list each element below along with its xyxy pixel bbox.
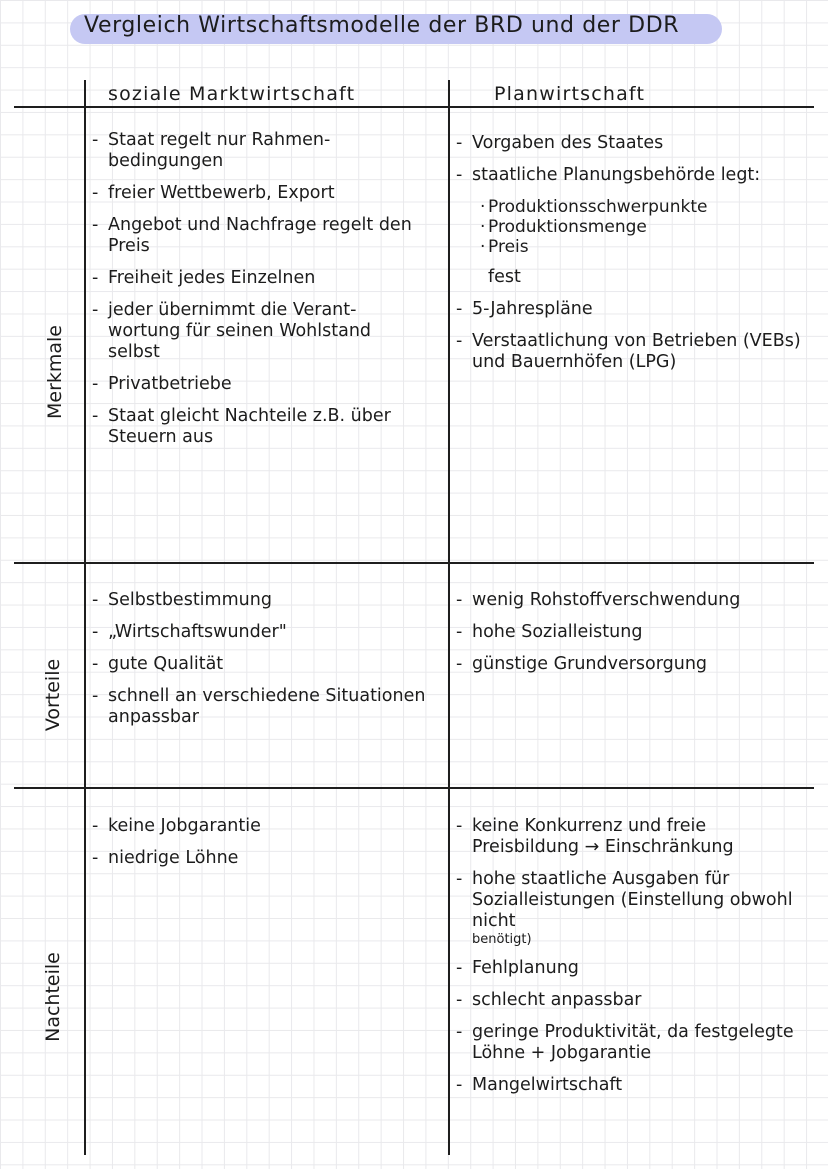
list-item: - Staat gleicht Nachteile z.B. über Steuern aus xyxy=(88,406,428,448)
list-item: - freier Wettbewerb, Export xyxy=(88,183,428,204)
list-item: - hohe staatliche Ausgaben für Sozialleistungen (Einstellung obwohl nicht xyxy=(452,869,814,932)
left-column-border xyxy=(84,80,86,1155)
merkmale-markt-list xyxy=(88,130,428,459)
page-title: Vergleich Wirtschaftsmodelle der BRD und der DDR xyxy=(84,13,680,38)
list-item: - Verstaatlichung von Betrieben (VEBs) und Bauernhöfen (LPG) xyxy=(452,331,814,373)
list-item: - hohe Sozialleistung xyxy=(452,622,814,643)
list-item: - Mangelwirtschaft xyxy=(452,1075,814,1096)
column-header-planwirtschaft: Planwirtschaft xyxy=(494,83,646,105)
list-item: - günstige Grundversorgung xyxy=(452,654,814,675)
list-item: - schnell an verschiedene Situationen anpassbar xyxy=(88,686,428,728)
list-item: - Selbstbestimmung xyxy=(88,590,428,611)
list-item: - Freiheit jedes Einzelnen xyxy=(88,268,428,289)
list-item: - gute Qualität xyxy=(88,654,428,675)
list-item: - wenig Rohstoffverschwendung xyxy=(452,590,814,611)
list-item: - Privatbetriebe xyxy=(88,374,428,395)
nachteile-markt-list xyxy=(88,816,428,880)
merkmale-plan-list xyxy=(452,133,814,384)
list-item: - keine Jobgarantie xyxy=(88,816,428,837)
list-item: - schlecht anpassbar xyxy=(452,990,814,1011)
vorteile-plan-list xyxy=(452,590,814,686)
vorteile-row-border xyxy=(14,787,814,789)
list-item: - niedrige Löhne xyxy=(88,848,428,869)
list-item: - Angebot und Nachfrage regelt den Preis xyxy=(88,215,428,257)
row-label-nachteile: Nachteile xyxy=(42,952,64,1042)
list-item: - Fehlplanung xyxy=(452,958,814,979)
list-item: - Vorgaben des Staates xyxy=(452,133,814,154)
list-item: - jeder übernimmt die Verant-wortung für seinen Wohlstand selbst xyxy=(88,300,428,363)
list-item: - „Wirtschaftswunder" xyxy=(88,622,428,643)
sub-list-suffix: fest xyxy=(488,267,521,287)
merkmale-row-border xyxy=(14,562,814,564)
list-item-continuation: benötigt) xyxy=(472,932,532,947)
middle-column-border xyxy=(448,80,450,1155)
list-item: - geringe Produktivität, da festgelegte Löhne + Jobgarantie xyxy=(452,1022,814,1064)
list-item: - Staat regelt nur Rahmen-bedingungen xyxy=(88,130,428,172)
header-row-border xyxy=(14,106,814,108)
sub-list-item: · Preis xyxy=(452,237,814,257)
sub-list-item: · Produktionsmenge xyxy=(452,217,814,237)
nachteile-plan-list xyxy=(452,816,814,1107)
list-item: - 5-Jahrespläne xyxy=(452,299,814,320)
list-item: - keine Konkurrenz und freie Preisbildung → Einschränkung xyxy=(452,816,814,858)
row-label-merkmale: Merkmale xyxy=(44,324,66,420)
list-item: - staatliche Planungsbehörde legt: xyxy=(452,165,814,186)
sub-list-item: · Produktionsschwerpunkte xyxy=(452,197,814,217)
vorteile-markt-list xyxy=(88,590,428,739)
column-header-soziale-marktwirtschaft: soziale Marktwirtschaft xyxy=(108,83,356,105)
row-label-vorteile: Vorteile xyxy=(42,658,64,732)
